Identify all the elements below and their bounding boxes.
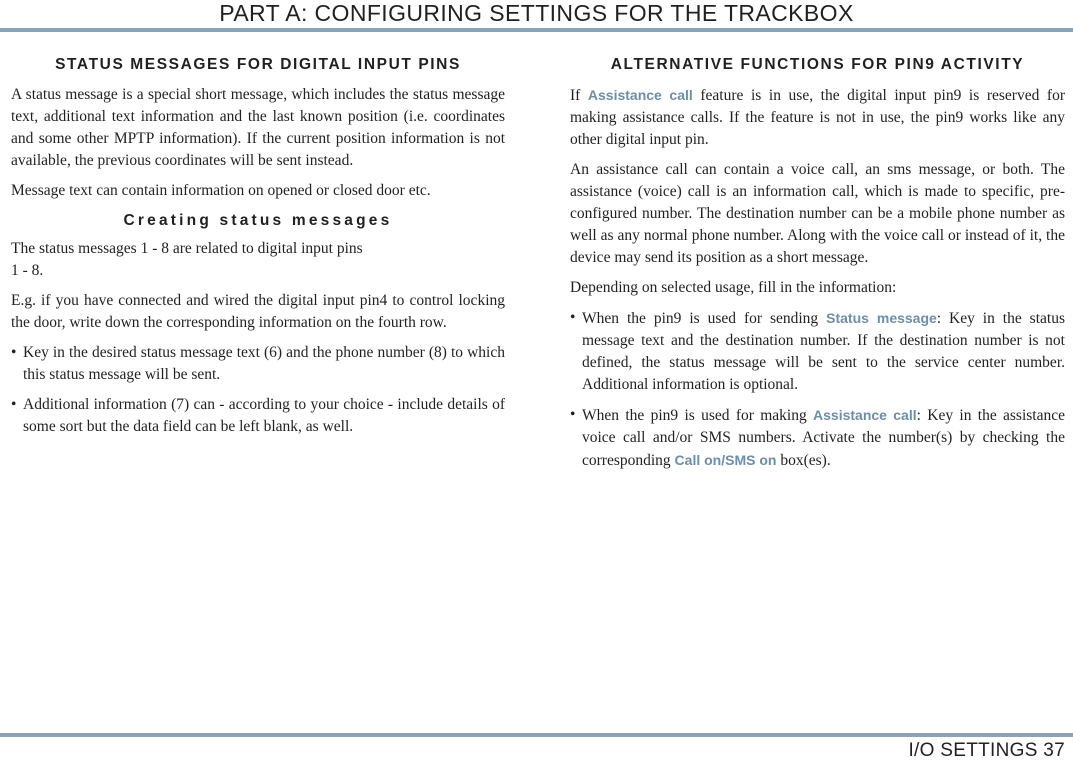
- text-run: If: [570, 87, 588, 104]
- text-run: When the pin9 is used for making: [582, 407, 814, 424]
- paragraph-line: 1 - 8.: [11, 262, 44, 279]
- text-run: feature is in use, the digital input pin9 is reserved for making assistance calls. If the feature is not in use, the pin9 works like any other digital input pin.: [570, 87, 1065, 148]
- header-rule: [0, 28, 1073, 32]
- footer-rule: [0, 733, 1073, 737]
- keyword-call-on: Call on: [674, 452, 722, 468]
- section-heading-status-messages: STATUS MESSAGES FOR DIGITAL INPUT PINS: [55, 56, 461, 73]
- text-run: box(es).: [776, 452, 831, 469]
- bullet-item: [570, 404, 1065, 472]
- text-run: : Key in the status message text and the destination number. If the destination number is not defined, the status message will be sent to the service center number. Additional information is optional.: [582, 310, 1065, 393]
- left-column: [11, 54, 505, 446]
- paragraph: An assistance call can contain a voice call, an sms message, or both. The assistance (voice) call is an information call, which is made to specific, pre-configured number. The destination number can be a mobile phone number as well as any normal phone number. Along with the voice call or instead of it, the device may send its position as a short message.: [570, 161, 1065, 266]
- paragraph-line: The status messages 1 - 8 are related to digital input pins: [11, 240, 363, 257]
- keyword-assistance-call: Assistance call: [587, 87, 693, 103]
- paragraph: [11, 238, 505, 282]
- paragraph: A status message is a special short message, which includes the status message text, additional text information and the last known position (i.e. coordinates and some other MPTP information). If the current position information is not available, the previous coordinates will be sent instead.: [11, 86, 505, 169]
- section-heading-pin9: ALTERNATIVE FUNCTIONS FOR PIN9 ACTIVITY: [610, 56, 1025, 73]
- subheading-creating-status-messages: Creating status messages: [123, 212, 393, 229]
- text-run: : Key in the assistance voice call and/or SMS numbers. Activate the number(s) by checking the corresponding: [582, 407, 1065, 469]
- keyword-slash: /: [721, 452, 726, 468]
- keyword-sms-on: SMS on: [725, 452, 777, 468]
- right-column: [570, 54, 1065, 480]
- paragraph: [570, 84, 1065, 151]
- keyword-status-message: Status message: [826, 310, 937, 326]
- paragraph: E.g. if you have connected and wired the digital input pin4 to control locking the door, write down the corresponding information on the fourth row.: [11, 292, 505, 331]
- keyword-assistance-call: Assistance call: [813, 407, 917, 423]
- paragraph: Message text can contain information on opened or closed door etc.: [11, 182, 431, 199]
- page-title: PART A: CONFIGURING SETTINGS FOR THE TRACKBOX: [219, 0, 854, 26]
- bullet-item: • Key in the desired status message text (6) and the phone number (8) to which this status message will be sent.: [11, 342, 505, 386]
- text-run: When the pin9 is used for sending: [582, 310, 827, 327]
- paragraph: Depending on selected usage, fill in the information:: [570, 279, 897, 296]
- page-footer: I/O SETTINGS 37: [908, 740, 1065, 761]
- bullet-item: • Additional information (7) can - according to your choice - include details of some sort but the data field can be left blank, as well.: [11, 394, 505, 438]
- bullet-item: [570, 307, 1065, 396]
